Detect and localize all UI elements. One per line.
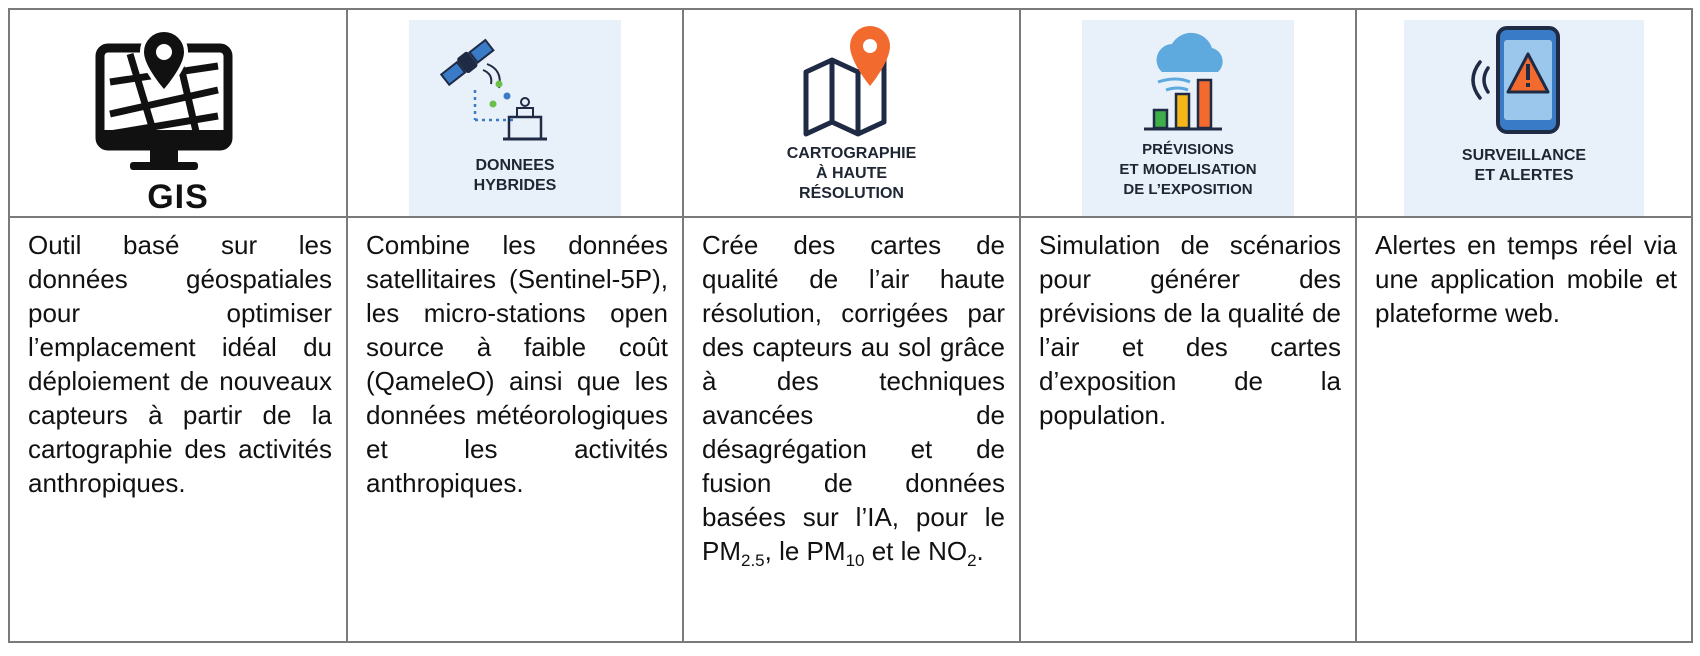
icon-row bbox=[9, 9, 1692, 217]
forecast-caption bbox=[1082, 140, 1294, 200]
hybrid-description: Combine les données satellitaires (Sentinel-5P), les micro-stations open source à faible coût (QameleO) ainsi que les données météorologiques et les activités anthropiques. bbox=[366, 230, 668, 498]
gis-label: GIS bbox=[147, 178, 209, 216]
caption-line: CARTOGRAPHIE bbox=[786, 145, 917, 162]
phone-alert-icon bbox=[1404, 20, 1644, 216]
desc-text: et le NO bbox=[864, 536, 968, 566]
hybrid-card bbox=[409, 20, 621, 216]
icon-cell-hybrid bbox=[347, 9, 683, 217]
description-row bbox=[9, 217, 1692, 642]
icon-cell-gis bbox=[9, 9, 347, 217]
description-cell-cartography bbox=[683, 217, 1020, 642]
description-cell-forecast bbox=[1020, 217, 1356, 642]
desc-text: , le PM bbox=[764, 536, 846, 566]
feature-table-container bbox=[8, 8, 1693, 643]
caption-line: RÉSOLUTION bbox=[799, 185, 904, 202]
description-cell-gis bbox=[9, 217, 347, 642]
alerts-card bbox=[1404, 20, 1644, 216]
alerts-caption bbox=[1404, 146, 1644, 186]
pm10-subscript: 10 bbox=[845, 551, 865, 570]
desc-main-text: Crée des cartes de qualité de l’air haute résolution, corrigées par des capteurs au sol grâce à des techniques avancées de désagrégation et de fusion de données basées sur l’IA, pour le PM bbox=[702, 230, 1005, 566]
icon-cell-cartography bbox=[683, 9, 1020, 217]
caption-line: ET MODELISATION bbox=[1119, 161, 1257, 178]
forecast-card bbox=[1082, 20, 1294, 216]
alerts-description: Alertes en temps réel via une application mobile et plateforme web. bbox=[1375, 230, 1677, 328]
caption-line: HYBRIDES bbox=[473, 177, 557, 194]
icon-cell-alerts bbox=[1356, 9, 1692, 217]
gis-description: Outil basé sur les données géospatiales pour optimiser l’emplacement idéal du déploiement de nouveaux capteurs à partir de la cartographie des activités anthropiques. bbox=[28, 230, 332, 498]
caption-line: ET ALERTES bbox=[1474, 167, 1574, 184]
desc-text: . bbox=[976, 536, 984, 566]
icon-cell-forecast bbox=[1020, 9, 1356, 217]
cartography-caption bbox=[742, 144, 962, 204]
cartography-card bbox=[742, 20, 962, 216]
description-cell-alerts bbox=[1356, 217, 1692, 642]
description-cell-hybrid bbox=[347, 217, 683, 642]
cartography-description bbox=[684, 218, 1019, 572]
pm25-subscript: 2.5 bbox=[741, 551, 765, 570]
forecast-description: Simulation de scénarios pour générer des prévisions de la qualité de l’air et des cartes d’exposition de la population. bbox=[1039, 230, 1341, 430]
caption-line: SURVEILLANCE bbox=[1461, 147, 1587, 164]
hybrid-caption bbox=[409, 156, 621, 196]
no2-subscript: 2 bbox=[967, 551, 977, 570]
caption-line: DONNEES bbox=[475, 157, 555, 174]
caption-line: PRÉVISIONS bbox=[1142, 141, 1234, 158]
caption-line: À HAUTE bbox=[815, 165, 888, 182]
caption-line: DE L’EXPOSITION bbox=[1123, 181, 1253, 198]
gis-card bbox=[68, 20, 288, 216]
feature-table bbox=[8, 8, 1693, 643]
